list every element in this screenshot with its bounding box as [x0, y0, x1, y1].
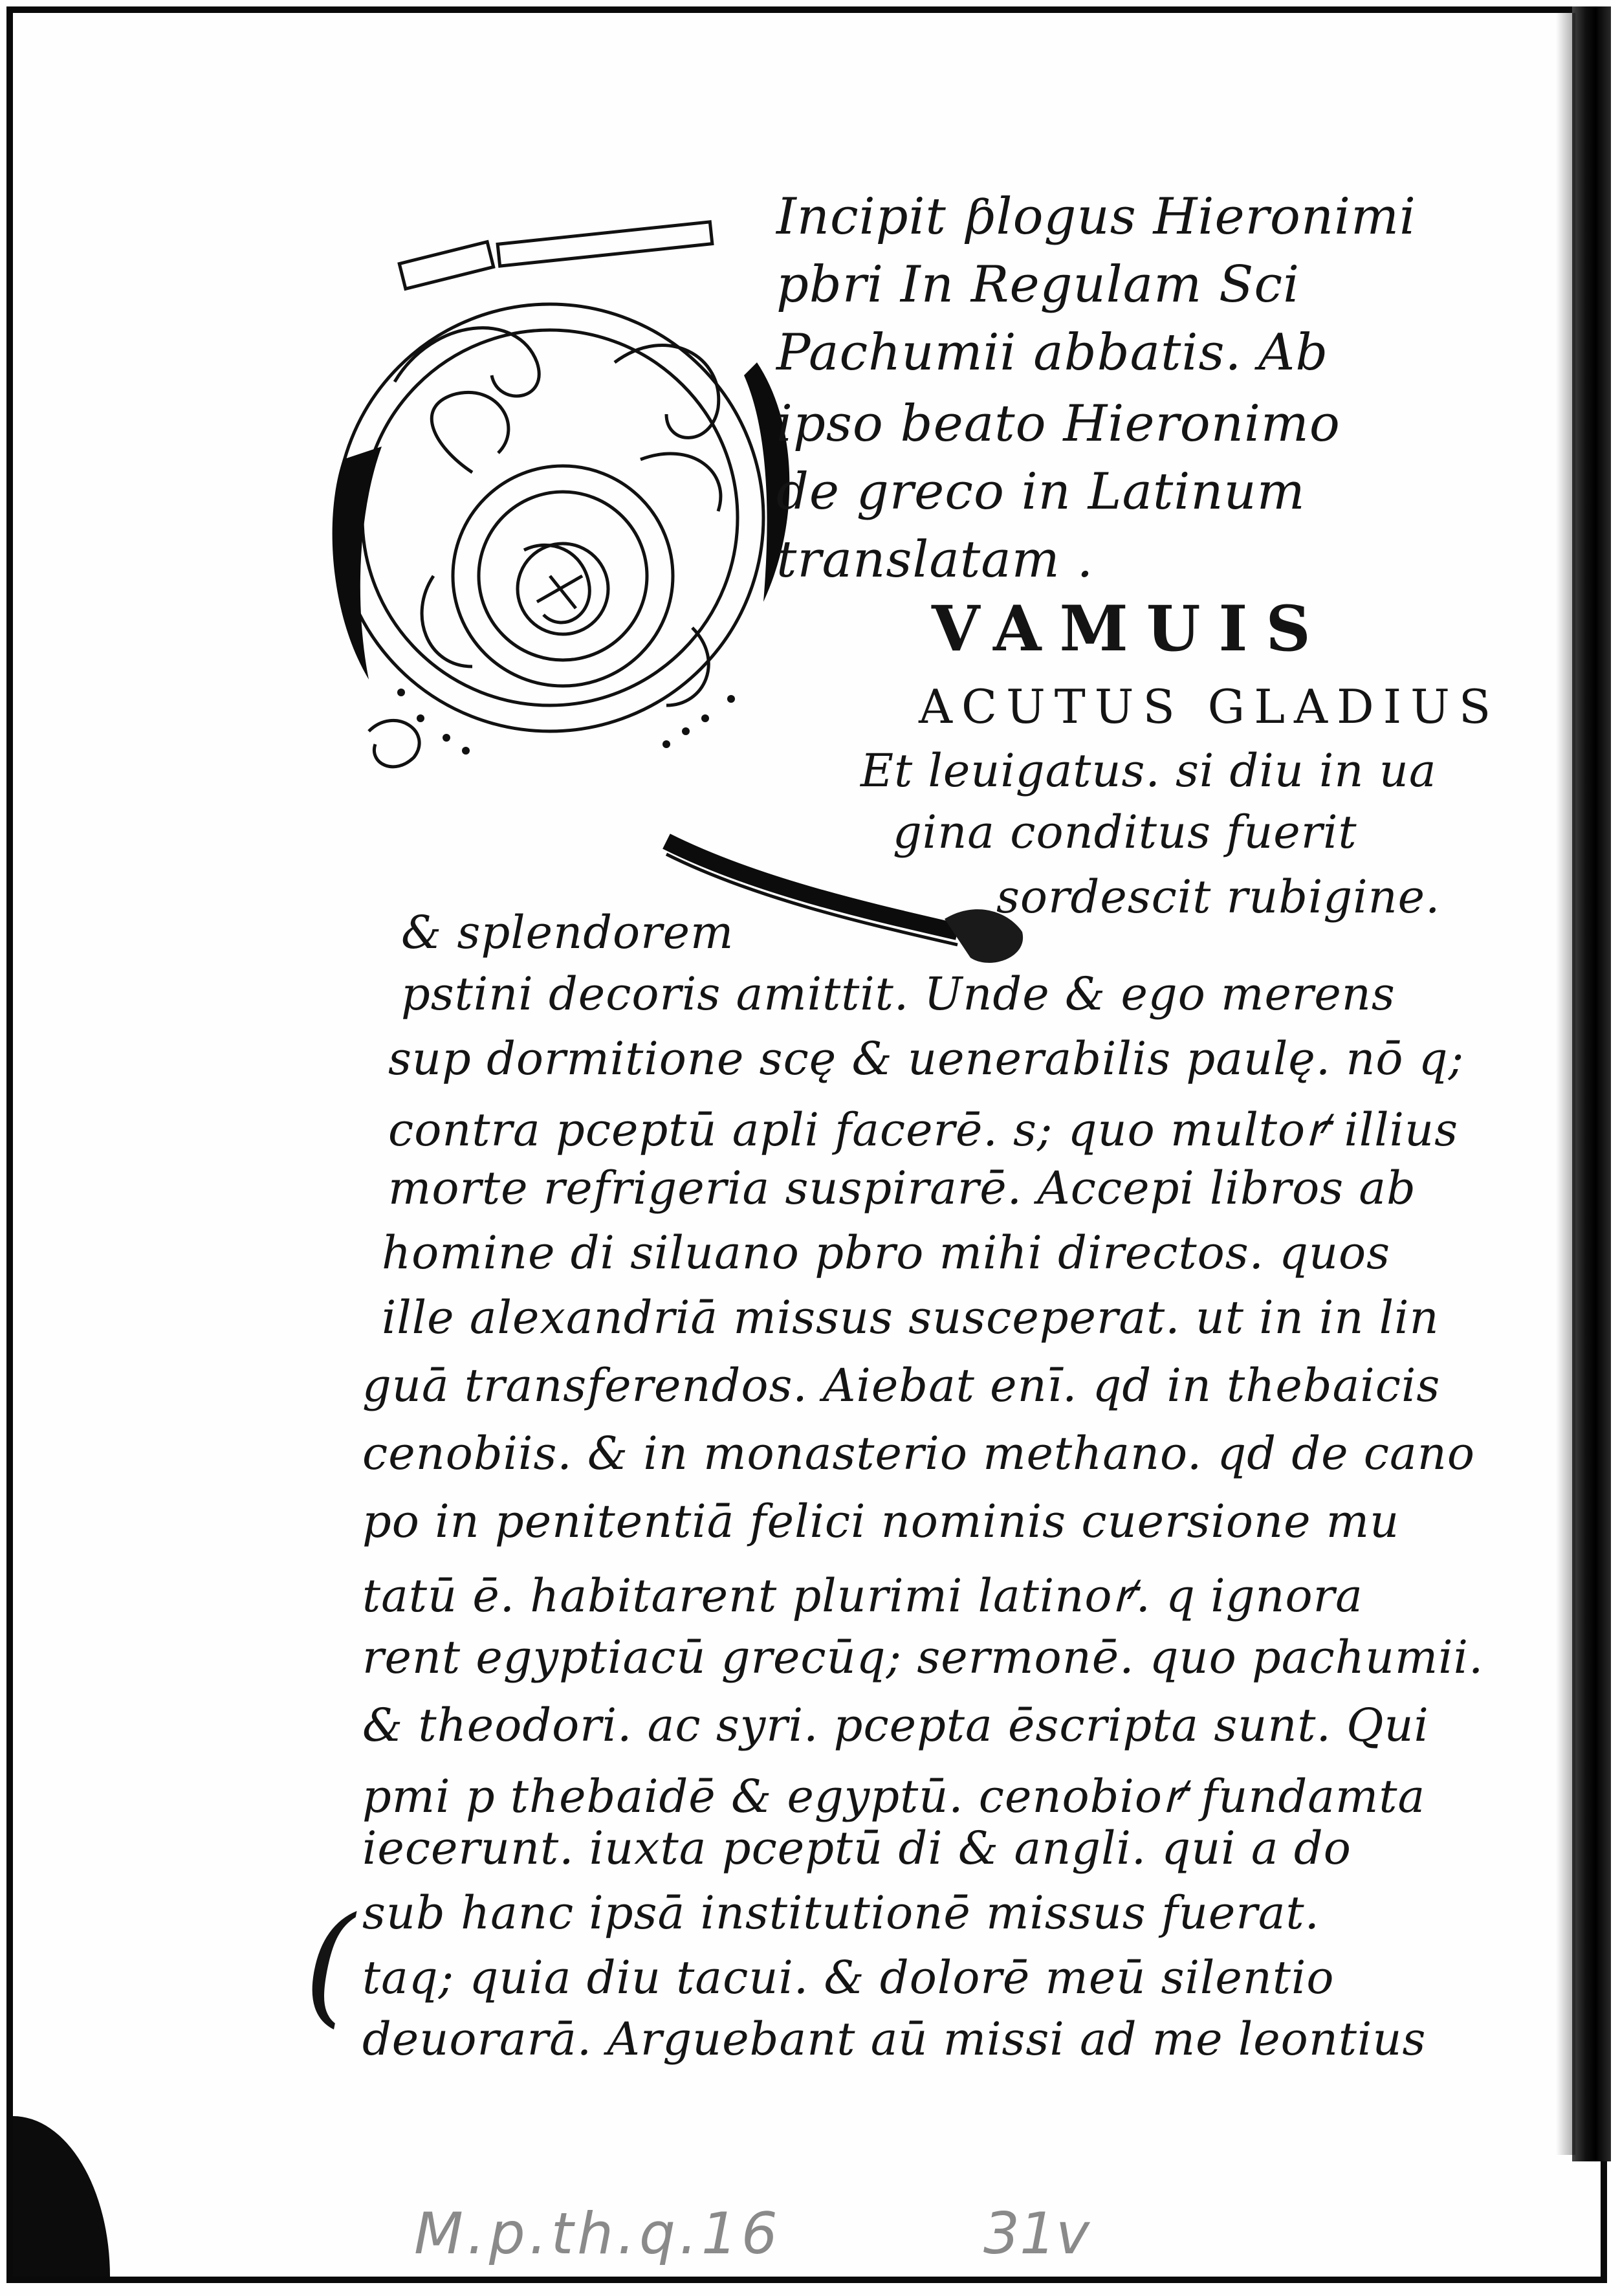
display-capitals-2: ACUTUS GLADIUS: [919, 679, 1500, 734]
body-line: contra pceptū apli facerē. s; quo multoꝵ illius: [388, 1103, 1459, 1156]
opening-line-3: sordescit rubigine.: [996, 870, 1441, 923]
body-line: ille alexandriā missus susceperat. ut in in lin: [382, 1291, 1439, 1344]
body-line: sub hanc ipsā institutionē missus fuerat.: [362, 1886, 1320, 1939]
rubric-line-4: ipso beato Hieronimo: [776, 395, 1341, 453]
rubric-line-3: Pachumii abbatis. Ab: [776, 324, 1329, 382]
body-line: pstini decoris amittit. Unde & ego merens: [401, 967, 1396, 1021]
body-line: rent egyptiacū grecūq; sermonē. quo pachumii.: [362, 1631, 1484, 1684]
display-capitals: VAMUIS: [932, 592, 1329, 665]
body-line: deuorarā. Arguebant aū missi ad me leontius: [362, 2013, 1427, 2066]
shelfmark-annotation: M.p.th.q.16: [414, 2200, 782, 2267]
rubric-line-6: translatam .: [776, 531, 1094, 589]
body-line: morte refrigeria suspirarē. Accepi libros ab: [388, 1162, 1416, 1215]
opening-line-1: Et leuigatus. si diu in ua: [860, 744, 1437, 797]
body-line: & theodori. ac syri. pcepta ēscripta sunt. Qui: [362, 1699, 1429, 1752]
body-line: & splendorem: [401, 906, 734, 959]
body-line: iecerunt. iuxta pceptū di & angli. qui a do: [362, 1822, 1352, 1875]
gutter-shadow: [1556, 13, 1575, 2155]
body-line: po in penitentiā felici nominis cuersione mu: [362, 1495, 1400, 1548]
body-line: homine di siluano pbro mihi directos. quos: [382, 1226, 1391, 1279]
margin-bracket: (: [304, 1890, 355, 2040]
binding-gutter: [1572, 6, 1611, 2161]
body-line: tatū ē. habitarent plurimi latinoꝵ. q ignora: [362, 1569, 1363, 1622]
rubric-line-2: pbri In Regulam Sci: [776, 256, 1300, 314]
folio-number: 31v: [983, 2200, 1090, 2267]
rubric-line-5: de greco in Latinum: [776, 463, 1306, 521]
body-line: pmi p thebaidē & egyptū. cenobioꝵ fundamta: [362, 1770, 1426, 1823]
opening-line-2: gina conditus fuerit: [893, 806, 1357, 859]
body-line: taq; quia diu tacui. & dolorē meū silentio: [362, 1951, 1335, 2004]
rubric-line-1: Incipit ƥlogus Hieronimi: [776, 188, 1416, 246]
body-line: cenobiis. & in monasterio methano. qd de cano: [362, 1427, 1475, 1480]
body-line: sup dormitione scę & uenerabilis paulę. nō q;: [388, 1032, 1465, 1085]
body-line: guā transferendos. Aiebat enī. qd in thebaicis: [362, 1359, 1441, 1412]
